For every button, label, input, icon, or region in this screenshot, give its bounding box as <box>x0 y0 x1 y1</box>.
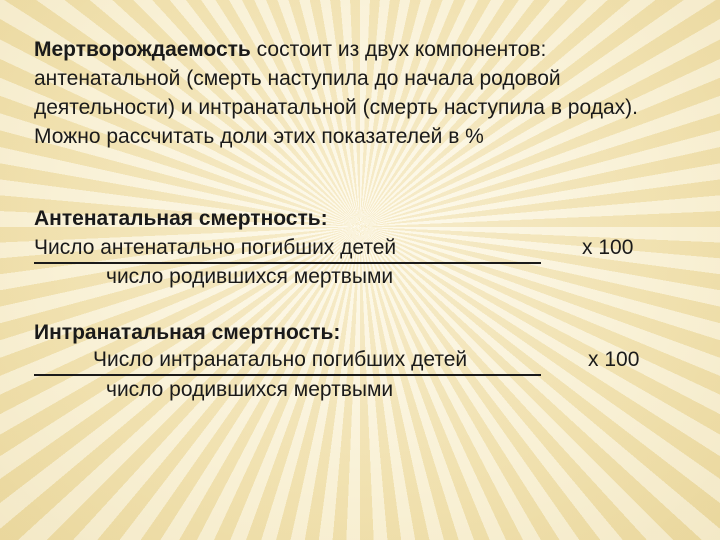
intranatal-denominator: число родившихся мертвыми <box>106 378 394 401</box>
intranatal-heading: Интранатальная смертность: <box>34 321 341 344</box>
intro-line2: Можно рассчитать доли этих показателей в % <box>34 125 484 148</box>
antenatal-heading: Антенатальная смертность: <box>34 207 328 230</box>
intranatal-multiplier: х 100 <box>588 348 640 371</box>
antenatal-multiplier: х 100 <box>582 236 634 259</box>
intro-text <box>34 35 674 151</box>
intro-rest: состоит из двух компонентов: антенатальной (смерть наступила до начала родовой деятельности) и интранатальной (смерть наступила в родах). <box>34 38 638 119</box>
intranatal-numerator: Число интранатально погибших детей <box>93 348 468 371</box>
antenatal-denominator: число родившихся мертвыми <box>106 265 394 288</box>
antenatal-numerator: Число антенатально погибших детей <box>34 236 397 259</box>
intro-term: Мертворождаемость <box>34 38 251 61</box>
intro-paragraph <box>34 35 674 122</box>
